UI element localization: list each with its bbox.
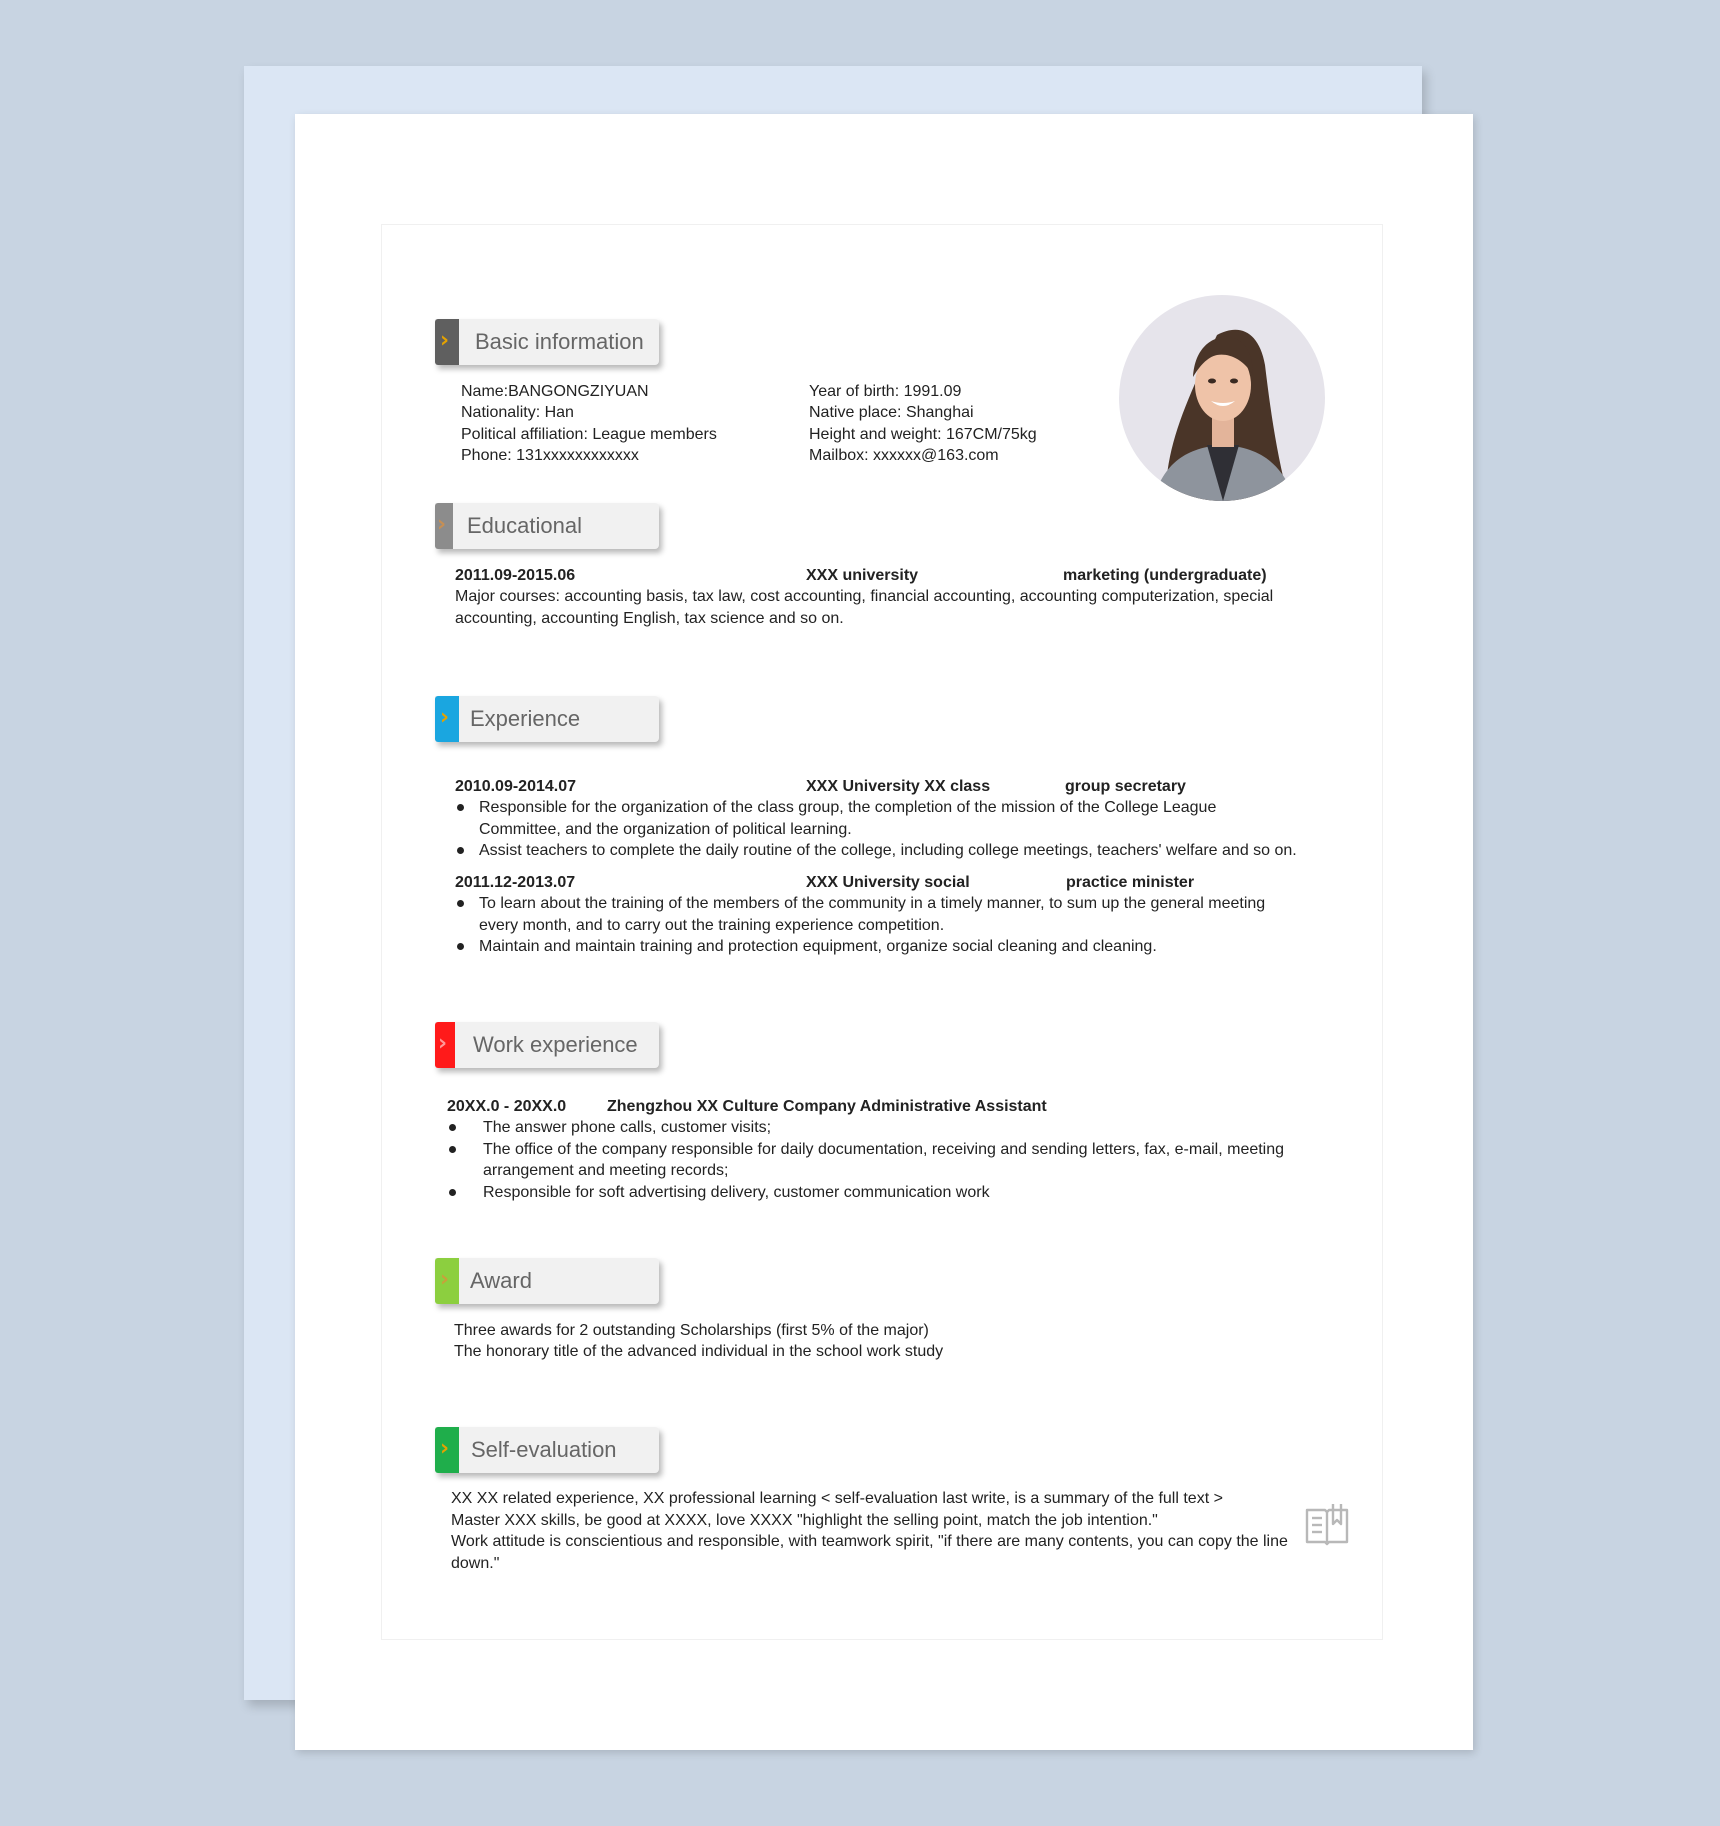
work-company-role: Zhengzhou XX Culture Company Administrative Assistant — [607, 1098, 1047, 1115]
education-date: 2011.09-2015.06 — [455, 567, 576, 584]
education-major: marketing (undergraduate) — [1063, 567, 1267, 584]
self-evaluation-line-1: XX XX related experience, XX professional learning < self-evaluation last write, is a summary of the full text > — [451, 1490, 1223, 1507]
section-title-experience: Experience — [470, 706, 581, 731]
section-header-work-experience — [435, 1022, 659, 1068]
chevron-right-icon: › — [440, 705, 450, 730]
list-item: Maintain and maintain training and protection equipment, organize social cleaning and cleaning. — [455, 936, 1335, 958]
basic-native-place: Native place: Shanghai — [809, 404, 974, 421]
section-header-basic-information — [435, 319, 659, 365]
section-title-self: Self-evaluation — [471, 1437, 617, 1462]
section-header-award — [435, 1258, 659, 1304]
section-tab-basic — [435, 319, 459, 365]
award-2: The honorary title of the advanced individual in the school work study — [454, 1343, 944, 1360]
experience-1-date: 2010.09-2014.07 — [455, 778, 576, 795]
experience-2-role: practice minister — [1066, 874, 1195, 891]
section-title-basic: Basic information — [475, 329, 644, 354]
basic-name: Name:BANGONGZIYUAN — [461, 383, 649, 400]
basic-political-affiliation: Political affiliation: League members — [461, 426, 717, 443]
list-item: The answer phone calls, customer visits; — [447, 1117, 1327, 1139]
section-tab-experience — [435, 696, 459, 742]
self-evaluation-line-2: Master XXX skills, be good at XXXX, love XXXX "highlight the selling point, match the job intention." — [451, 1512, 1158, 1529]
award-1: Three awards for 2 outstanding Scholarships (first 5% of the major) — [454, 1322, 929, 1339]
section-header-educational — [435, 503, 659, 549]
section-tab-work — [435, 1022, 455, 1068]
experience-1-role: group secretary — [1065, 778, 1186, 795]
section-tab-self — [435, 1427, 459, 1473]
list-item: Assist teachers to complete the daily routine of the college, including college meetings, teachers' welfare and so on. — [455, 840, 1335, 862]
chevron-right-icon: › — [440, 1267, 450, 1292]
list-item: To learn about the training of the members of the community in a timely manner, to sum up the general meeting every month, and to carry out the training experience competition. — [455, 893, 1305, 936]
chevron-right-icon: › — [440, 1436, 450, 1461]
section-title-work: Work experience — [473, 1032, 638, 1057]
work-date: 20XX.0 - 20XX.0 — [447, 1098, 567, 1115]
section-title-education: Educational — [467, 513, 582, 538]
education-school: XXX university — [806, 567, 919, 584]
education-courses: Major courses: accounting basis, tax law, cost accounting, financial accounting, accounting computerization, special accounting, accounting English, tax science and so on. — [455, 588, 1274, 627]
experience-1-org: XXX University XX class — [806, 778, 991, 795]
section-title-award: Award — [470, 1268, 532, 1293]
section-tab-award — [435, 1258, 459, 1304]
experience-1-bullets — [455, 797, 1335, 862]
basic-mailbox: Mailbox: xxxxxx@163.com — [809, 447, 999, 464]
experience-2-org: XXX University social — [806, 874, 970, 891]
list-item: Responsible for soft advertising delivery, customer communication work — [447, 1182, 1327, 1204]
chevron-right-icon: › — [437, 512, 447, 537]
list-item: The office of the company responsible for daily documentation, receiving and sending letters, fax, e-mail, meeting arrangement and meeting records; — [447, 1139, 1327, 1182]
profile-photo — [1119, 295, 1325, 501]
section-header-self-evaluation — [435, 1427, 659, 1473]
chevron-right-icon: › — [440, 328, 450, 353]
basic-nationality: Nationality: Han — [461, 404, 574, 421]
basic-phone: Phone: 131xxxxxxxxxxxx — [461, 447, 639, 464]
chevron-right-icon: › — [438, 1031, 448, 1056]
basic-height-weight: Height and weight: 167CM/75kg — [809, 426, 1037, 443]
section-tab-education — [435, 503, 453, 549]
list-item: Responsible for the organization of the class group, the completion of the mission of the College League Committee, and the organization of political learning. — [455, 797, 1255, 840]
work-bullets — [447, 1117, 1327, 1203]
section-header-experience — [435, 696, 659, 742]
portrait-illustration — [1119, 295, 1325, 501]
self-evaluation-line-3: Work attitude is conscientious and responsible, with teamwork spirit, "if there are many contents, you can copy the line down." — [451, 1533, 1288, 1572]
resume-page — [295, 114, 1473, 1750]
experience-2-date: 2011.12-2013.07 — [455, 874, 576, 891]
book-icon — [1303, 1500, 1351, 1548]
experience-2-bullets — [455, 893, 1335, 958]
basic-year-of-birth: Year of birth: 1991.09 — [809, 383, 962, 400]
